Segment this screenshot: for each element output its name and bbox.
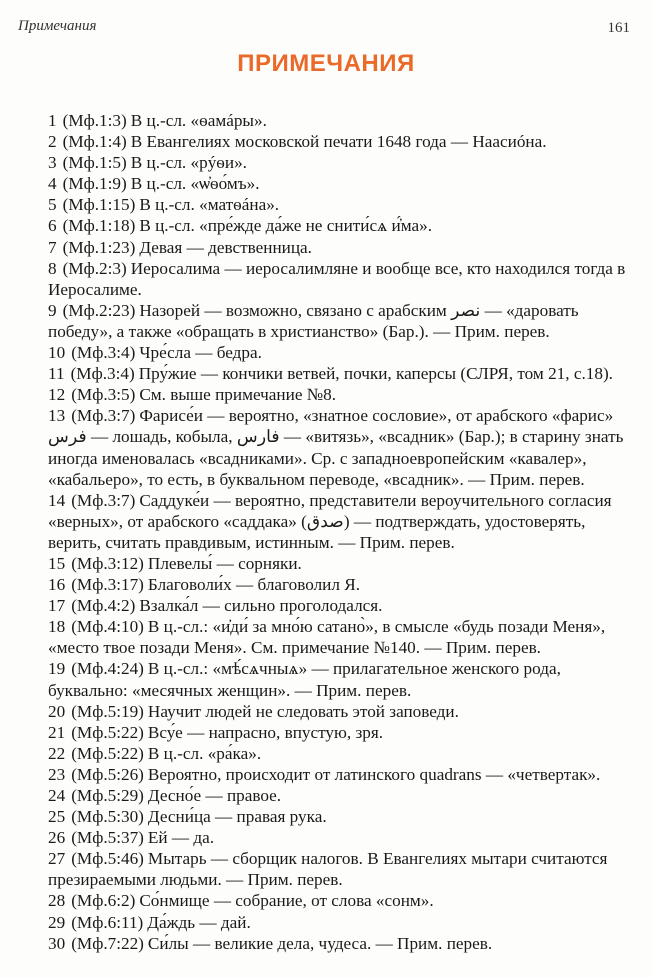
note-number: 2 [48,132,57,152]
note-text: Научит людей не следовать этой заповеди. [147,701,459,721]
note-number: 10 [48,343,66,363]
note-reference: (Мф.5:30) [71,807,144,827]
note-reference: (Мф.3:5) [71,385,136,405]
note-number: 26 [48,828,66,848]
notes-list [48,110,632,954]
note-number: 15 [48,553,66,573]
note-item [48,806,632,827]
note-text: В ц.-сл. «ѳамáры». [130,111,267,130]
note-reference: (Мф.5:37) [71,828,144,848]
note-reference: (Мф.1:18) [62,216,136,236]
note-reference: (Мф.1:9) [62,174,127,194]
note-text: Иеросалима — иеросалимляне и вообще все, кто находился тогда в Иеросалиме. [48,258,626,299]
note-reference: (Мф.5:26) [71,764,144,784]
note-reference: (Мф.1:3) [62,111,127,130]
note-number: 27 [48,849,66,869]
note-item [48,363,632,384]
running-head: Примечания [18,18,97,34]
note-text: Саддуке́и — вероятно, представители вероучительного согласия «верных», от арабского «саддака» (صدق) — подтверждать, удостоверять, верить, считать правдивым, истинным. — Прим. перев. [48,490,612,552]
note-number: 6 [48,216,57,236]
note-reference: (Мф.5:46) [71,849,144,869]
note-item [48,827,632,848]
note-number: 21 [48,722,66,742]
note-text: Чре́сла — бедра. [139,343,262,363]
note-number: 22 [48,743,66,763]
note-item [48,722,632,743]
note-text: Фарисе́и — вероятно, «знатное сословие», от арабского «фарис» فرس — лошадь, кобыла, فارس — «витязь», «всадник» (Бар.); в старину знать иногда именовалась «всадниками». Ср. с западноевропейским «кавалер», «кабальеро», то есть, в буквальном переводе, «всадник». — Прим. перев. [48,406,624,489]
note-reference: (Мф.5:29) [71,786,144,805]
note-item [48,300,632,342]
note-item [48,785,632,806]
note-number: 28 [48,891,66,911]
note-item [48,933,632,954]
note-text: Пру́жие — кончики ветвей, почки, каперсы (СЛРЯ, том 21, с.18). [138,364,613,384]
note-text: Десно́е — правое. [147,786,282,805]
note-number: 24 [48,786,66,805]
note-number: 12 [48,385,66,405]
note-item [48,405,632,489]
note-text: В Евангелиях московской печати 1648 года — Наасиóна. [130,132,547,152]
note-number: 29 [48,912,66,932]
note-number: 16 [48,575,66,595]
note-reference: (Мф.3:12) [71,553,144,573]
note-number: 7 [48,237,57,257]
note-item [48,658,632,700]
note-text: См. выше примечание №8. [139,385,337,405]
page-title: ПРИМЕЧАНИЯ [237,50,415,77]
note-number: 5 [48,195,57,215]
note-reference: (Мф.1:15) [62,195,136,215]
note-text: Си́лы — великие дела, чудеса. — Прим. перев. [147,933,493,953]
note-text: Взалка́л — сильно проголодался. [139,596,383,616]
note-number: 30 [48,933,66,953]
note-text: Мытарь — сборщик налогов. В Евангелиях мытари считаются презираемыми людьми. — Прим. перев. [48,849,608,890]
note-item [48,237,632,258]
note-number: 13 [48,406,66,426]
note-reference: (Мф.1:4) [62,132,127,152]
note-number: 18 [48,617,66,637]
note-item [48,890,632,911]
note-number: 19 [48,659,66,679]
note-item [48,574,632,595]
note-text: Всу́е — напрасно, впустую, зря. [147,722,384,742]
note-text: Вероятно, происходит от латинского quadrans — «четвертак». [147,764,601,784]
note-item [48,258,632,300]
note-reference: (Мф.2:3) [62,258,127,278]
note-text: В ц.-сл. «ѡ҆ѳо́мъ». [130,174,260,194]
note-text: Со́нмище — собрание, от слова «сонм». [139,891,434,911]
note-reference: (Мф.4:10) [71,617,144,637]
note-number: 14 [48,490,66,510]
note-item [48,616,632,658]
note-reference: (Мф.5:19) [71,701,144,721]
note-text: Благоволи́х — благоволил Я. [147,575,361,595]
note-item [48,743,632,764]
page-number: 161 [607,20,630,36]
note-number: 1 [48,111,57,130]
note-number: 17 [48,596,66,616]
note-reference: (Мф.1:5) [62,153,127,173]
note-item [48,701,632,722]
note-number: 23 [48,764,66,784]
note-reference: (Мф.3:4) [70,364,135,384]
note-text: В ц.-сл.: «и҆ди́ за мно́ю сатано̀», в смысле «будь позади Меня», «место твое позади Меня». См. примечание №140. — Прим. перев. [48,617,606,658]
note-text: Да́ждь — дай. [147,912,251,932]
note-text: В ц.-сл. «матѳáна». [139,195,280,215]
note-item [48,194,632,215]
note-number: 20 [48,701,66,721]
note-item [48,553,632,574]
note-text: Девая — девственница. [139,237,312,257]
note-reference: (Мф.6:2) [71,891,136,911]
note-reference: (Мф.6:11) [71,912,144,932]
note-text: В ц.-сл. «ра́ка». [147,743,262,763]
note-reference: (Мф.7:22) [71,933,144,953]
note-reference: (Мф.3:7) [71,406,136,426]
note-number: 11 [48,364,65,384]
note-number: 4 [48,174,57,194]
note-item [48,215,632,236]
note-item [48,152,632,173]
note-item [48,384,632,405]
note-reference: (Мф.3:17) [71,575,144,595]
note-item [48,342,632,363]
note-number: 9 [48,300,57,320]
note-number: 25 [48,807,66,827]
note-reference: (Мф.4:24) [71,659,144,679]
note-number: 3 [48,153,57,173]
note-item [48,595,632,616]
note-reference: (Мф.3:4) [71,343,136,363]
note-text: Плевелы́ — сорняки. [147,553,302,573]
note-reference: (Мф.2:23) [62,300,136,320]
note-text: Ей — да. [147,828,215,848]
note-item [48,490,632,553]
note-item [48,173,632,194]
note-text: В ц.-сл. «пре́жде да́же не снити́сѧ и҆́ма». [139,216,433,236]
note-text: В ц.-сл. «рýѳи». [130,153,247,173]
note-reference: (Мф.5:22) [71,743,144,763]
note-item [48,131,632,152]
note-text: Десни́ца — правая рука. [147,807,327,827]
note-number: 8 [48,258,57,278]
note-reference: (Мф.5:22) [71,722,144,742]
note-reference: (Мф.3:7) [71,490,136,510]
note-text: Назорей — возможно, связано с арабским نصر — «даровать победу», а также «обращать в христианство» (Бар.). — Прим. перев. [48,300,579,341]
note-text: В ц.-сл.: «мѣ́сѧчныѧ» — прилагательное женского рода, буквально: «месячных женщин». — Прим. перев. [48,659,561,700]
note-item [48,912,632,933]
note-item [48,848,632,890]
note-reference: (Мф.4:2) [71,596,136,616]
note-item [48,764,632,785]
note-reference: (Мф.1:23) [62,237,136,257]
note-item [48,110,632,131]
